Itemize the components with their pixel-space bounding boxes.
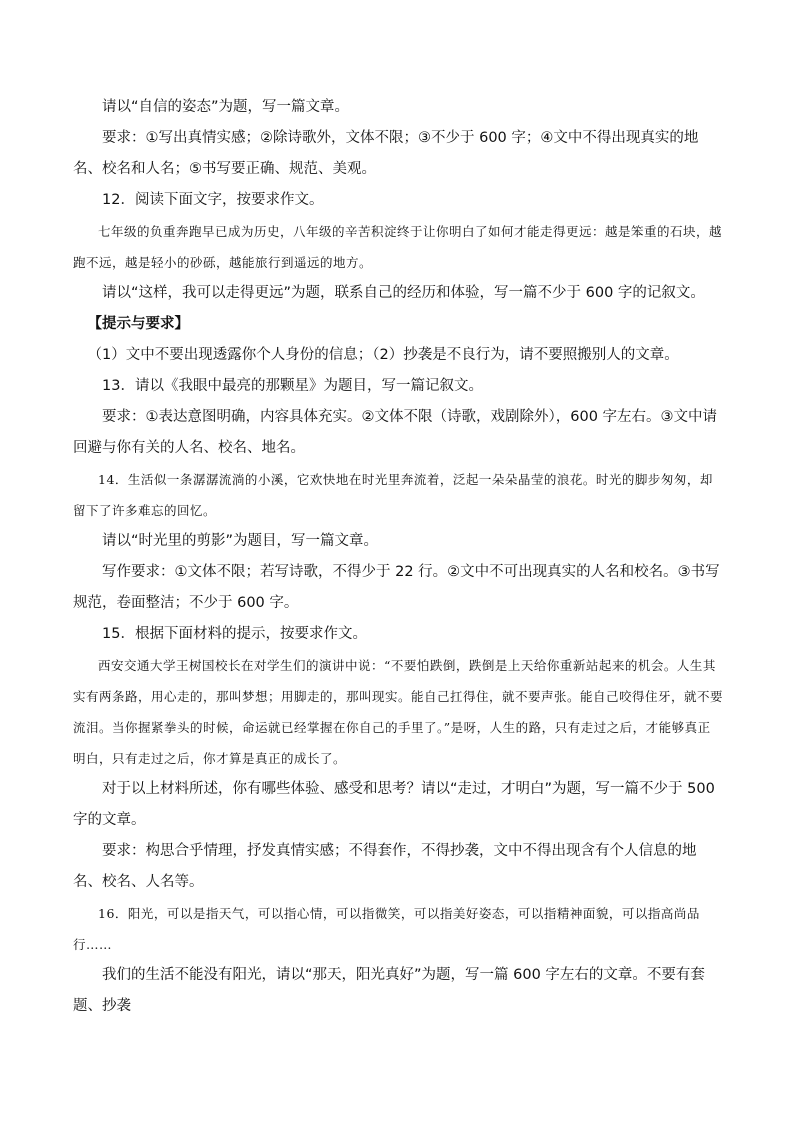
question-heading: 15．根据下面材料的提示，按要求作文。 [102, 626, 367, 642]
paragraph: 写作要求：①文体不限；若写诗歌，不得少于 22 行。②文中不可出现真实的人名和校名。③书写规范，卷面整洁；不少于 600 字。 [73, 564, 720, 611]
paragraph: 对于以上材料所述，你有哪些体验、感受和思考？请以“走过，才明白”为题，写一篇不少于 500 字的文章。 [73, 781, 720, 828]
paragraph: 我们的生活不能没有阳光，请以“那天，阳光真好”为题，写一篇 600 字左右的文章。不要有套题、抄袭 [73, 967, 705, 1014]
material-quote: 16．阳光，可以是指天气，可以指心情，可以指微笑，可以指美好姿态，可以指精神面貌，可以指高尚品行…… [73, 906, 700, 952]
document-body [73, 92, 723, 1022]
paragraph: 要求：①写出真情实感；②除诗歌外，文体不限；③不少于 600 字；④文中不得出现真实的地名、校名和人名；⑤书写要正确、规范、美观。 [73, 130, 699, 177]
material-quote: 14．生活似一条潺潺流淌的小溪，它欢快地在时光里奔流着，泛起一朵朵晶莹的浪花。时光的脚步匆匆，却留下了许多难忘的回忆。 [73, 472, 713, 518]
paragraph: 请以“这样，我可以走得更远”为题，联系自己的经历和体验，写一篇不少于 600 字的记叙文。 [102, 285, 705, 301]
question-heading: 13．请以《我眼中最亮的那颗星》为题目，写一篇记叙文。 [102, 378, 483, 394]
section-heading: 【提示与要求】 [87, 316, 189, 332]
material-quote: 七年级的负重奔跑早已成为历史，八年级的辛苦积淀终于让你明白了如何才能走得更远：越是笨重的石块，越跑不远，越是轻小的砂砾，越能旅行到遥远的地方。 [73, 224, 723, 270]
paragraph: 要求：构思合乎情理，抒发真情实感；不得套作，不得抄袭，文中不得出现含有个人信息的地名、校名、人名等。 [73, 843, 697, 890]
paragraph: （1）文中不要出现透露你个人身份的信息；（2）抄袭是不良行为，请不要照搬别人的文章。 [87, 347, 679, 363]
paragraph: 要求：①表达意图明确，内容具体充实。②文体不限（诗歌，戏剧除外），600 字左右。③文中请回避与你有关的人名、校名、地名。 [73, 409, 718, 456]
material-quote: 西安交通大学王树国校长在对学生们的演讲中说：“不要怕跌倒，跌倒是上天给你重新站起来的机会。人生其实有两条路，用心走的，那叫梦想；用脚走的，那叫现实。能自己扛得住，就不要声张。能自己咬得住牙，就不要流泪。当你握紧拳头的时候，命运就已经掌握在你自己的手里了。”是呀，人生的路，只有走过之后，才能够真正明白，只有走过之后，你才算是真正的成长了。 [73, 658, 724, 766]
paragraph: 请以“时光里的剪影”为题目，写一篇文章。 [102, 533, 379, 549]
paragraph: 请以“自信的姿态”为题，写一篇文章。 [102, 99, 350, 115]
question-heading: 12．阅读下面文字，按要求作文。 [102, 192, 324, 208]
